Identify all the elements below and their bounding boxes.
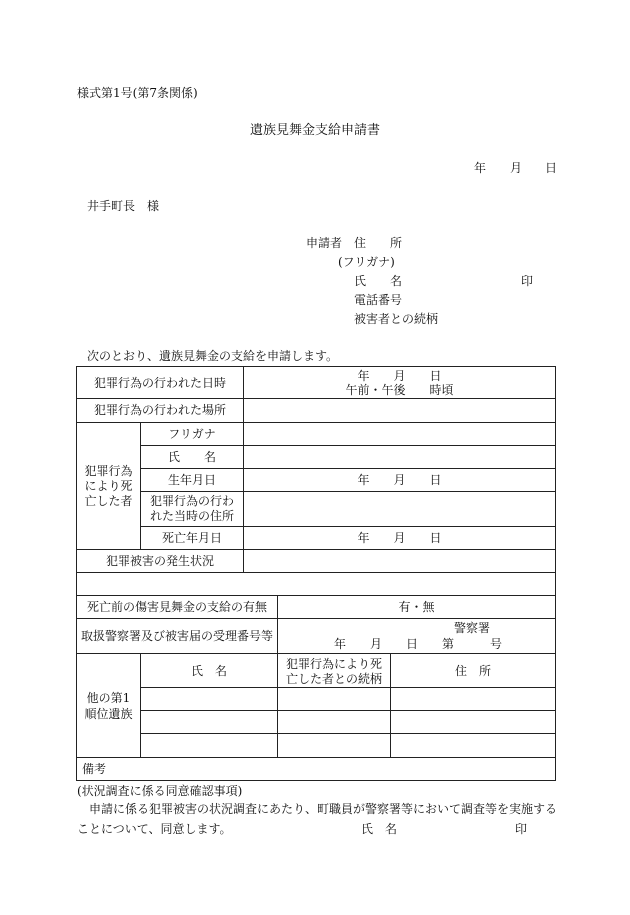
intro-text: 次のとおり、遺族見舞金の支給を申請します。 [87, 349, 339, 363]
consent-seal: 印 [515, 822, 528, 836]
form-number: 様式第1号(第7条関係) [77, 86, 198, 100]
deceased-furigana-label: フリガナ [168, 427, 216, 441]
police-receipt-line: 年 月 日 第 号 [334, 637, 503, 651]
applicant-relation-label: 被害者との続柄 [354, 312, 439, 326]
survivor-relation-header-2: 亡した者との続柄 [285, 672, 382, 686]
deceased-address-label-1: 犯罪行為の行わ [149, 494, 234, 508]
crime-date-line: 年 月 日 [357, 369, 442, 383]
applicant-seal: 印 [521, 274, 534, 288]
survivor-group-label-2: 順位遺族 [84, 707, 133, 721]
remarks-label: 備考 [82, 762, 107, 776]
injury-payment-value: 有・無 [398, 600, 435, 614]
crime-datetime-label: 犯罪行為の行われた日時 [93, 376, 226, 390]
deceased-group-label-1: 犯罪行為 [84, 464, 133, 478]
consent-heading: (状況調査に係る同意確認事項) [77, 784, 243, 798]
deceased-address-label-2: れた当時の住所 [149, 509, 234, 523]
crime-time-line: 午前・午後 時頃 [345, 383, 454, 397]
applicant-label: 申請者 [306, 236, 343, 250]
date-day: 日 [545, 161, 558, 175]
consent-line-2: ことについて、同意します。 [77, 822, 232, 836]
police-label: 取扱警察署及び被害届の受理番号等 [80, 629, 273, 643]
deceased-death-value: 年 月 日 [357, 531, 442, 545]
consent-name-label: 氏 名 [361, 822, 398, 836]
applicant-furigana-label: (フリガナ) [338, 255, 395, 269]
survivor-group-label-1: 他の第1 [86, 691, 131, 705]
damage-situation-label: 犯罪被害の発生状況 [105, 554, 214, 568]
survivor-address-header: 住 所 [454, 664, 491, 678]
applicant-name-label: 氏 名 [354, 274, 403, 288]
applicant-address-label: 住 所 [354, 236, 403, 250]
deceased-group-label-3: 亡した者 [84, 494, 133, 508]
addressee: 井手町長 様 [87, 199, 160, 213]
crime-place-label: 犯罪行為の行われた場所 [93, 403, 226, 417]
deceased-group-label-2: により死 [84, 479, 133, 493]
deceased-death-label: 死亡年月日 [161, 531, 222, 545]
applicant-phone-label: 電話番号 [354, 293, 403, 307]
survivor-name-header: 氏 名 [190, 664, 227, 678]
survivor-relation-header-1: 犯罪行為により死 [285, 657, 382, 671]
consent-line-1: 申請に係る犯罪被害の状況調査にあたり、町職員が警察署等において調査等を実施する [77, 802, 558, 816]
police-station-suffix: 警察署 [454, 621, 491, 635]
injury-payment-label: 死亡前の傷害見舞金の支給の有無 [86, 600, 267, 614]
deceased-birth-value: 年 月 日 [357, 473, 442, 487]
date-month: 月 [510, 161, 523, 175]
date-year: 年 [474, 161, 487, 175]
deceased-name-label: 氏 名 [167, 450, 216, 464]
form-title: 遺族見舞金支給申請書 [249, 123, 380, 138]
deceased-birth-label: 生年月日 [167, 473, 216, 487]
